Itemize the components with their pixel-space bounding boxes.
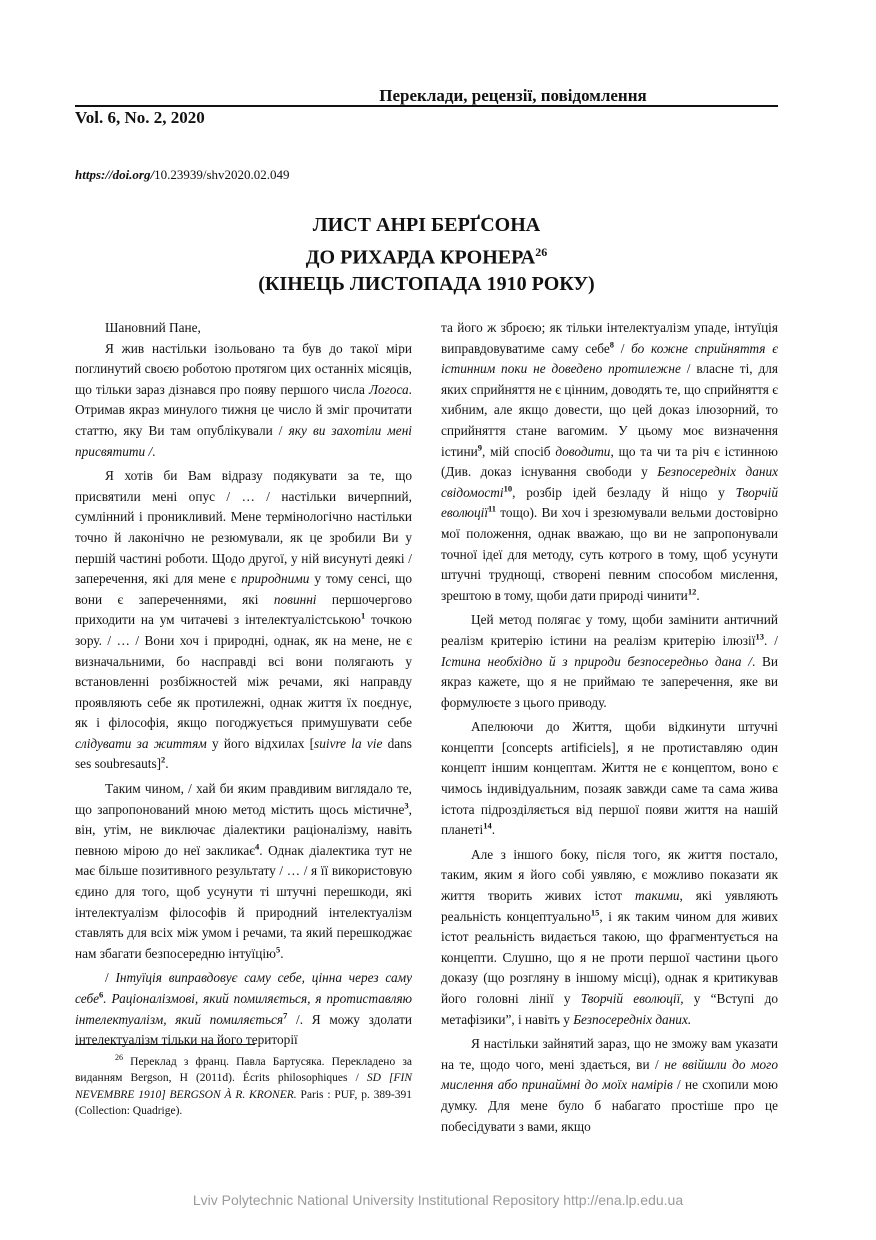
doi-link[interactable]	[75, 167, 290, 183]
article-title	[75, 212, 778, 297]
left-column	[75, 318, 412, 1051]
title-line-2: ДО РИХАРДА КРОНЕРА$^{26}$	[305, 244, 548, 269]
title-footnote-ref[interactable]: 26	[535, 244, 548, 259]
paragraph: Я хотів би Вам відразу подякувати за те, що присвятили мені опус / … / настільки вичерпний, сумлінний і проникливий. Мене термінологічно настільки точно й лаконічно не резюмували, як це зробили Ви у першій частині роботи. Щодо другої, у ній висунуті деякі / заперечення, які для мене є природними у тому сенсі, що вони є запереченнями, які повинні першочергово приходити на ум читачеві з інтелектуалістською$^1$ точкою зору. / … / Вони хоч і природні, однак, як на мене, не є визначальними, бо насправді всі вони полягають у встановленні розбіжностей між речами, які направду проявляють себе як протилежні, однак життя їх поєднує, як і філософія, якщо погоджується примушувати себе слідувати за життям у його відхилах [suivre la vie dans ses soubresauts]$^2$.	[75, 468, 412, 772]
footnote-ref[interactable]: 9	[477, 442, 483, 453]
footnote-ref[interactable]: 13	[755, 631, 764, 642]
footnote-ref[interactable]: 3	[404, 800, 409, 811]
footnote-ref[interactable]: 12	[687, 586, 697, 597]
doi-code: 10.23939/shv2020.02.049	[154, 167, 290, 182]
footnote-number: 26	[115, 1053, 123, 1062]
doi-prefix: https://doi.org/	[75, 167, 155, 182]
footnote-ref[interactable]: 7	[283, 1010, 288, 1021]
paragraph: Але з іншого боку, після того, як життя постало, таким, яким я його собі уявляю, є можливо показати як життя творить живих істот такими, які уявляють реальність концептуально$^{15}$, і як таким чином для живих істот реальність видається такою, що фрагментується на концепти. Слушно, що я не проти першої частини цього доказу (що розгляну в іншому місці), однак я критикував його головні лінії у Творчій еволюції, у “Вступі до метафізики”, і навіть у Безпосередніх даних.	[441, 846, 778, 1027]
header-divider	[75, 105, 778, 107]
paragraph: Таким чином, / хай би яким правдивим виглядало те, що запропонований мною метод містить щось містичне$^3$, він, утім, не виключає діалектики раціоналізму, навіть певною мірою до неї закликає$^4$. Однак діалектика тут не має більше позитивного результату / … / я її використовую єдино для того, щоб усунути ті штучні перешкоди, які інтелектуалізм філософів й природний інтелектуалізм ставлять для всіх між умом і речами, та який перешкоджає нам збагати безпосередню інтуїцію$^5$.	[75, 781, 412, 961]
footnote-ref[interactable]: 6	[99, 989, 104, 1000]
section-title: Переклади, рецензії, повідомлення	[379, 86, 647, 105]
paragraph: Я настільки зайнятий зараз, що не зможу вам указати на те, щодо чого, мені здається, ви / не ввійшли до мого мислення або принаймні до моїх намірів / не схопили мою думку. Для мене було б набагато простіше про це побесідувати з вами, якщо	[441, 1036, 778, 1134]
title-line-1: ЛИСТ АНРІ БЕРҐСОНА	[312, 214, 541, 236]
paragraph: Апелюючи до Життя, щоби відкинути штучні концепти [concepts artificiels], я не протиставляю один концепт іншим концептам. Життя не є концептом, воно є чимось індивідуальним, позаяк завжди саме та сама жива істота підрозділяється від першої появи життя на нашій планеті$^{14}$.	[441, 719, 778, 838]
volume-info: Vol. 6, No. 2, 2020	[75, 108, 205, 127]
footnote-ref[interactable]: 2	[161, 755, 166, 766]
footnote-ref[interactable]: 11	[488, 503, 497, 514]
footnote-ref[interactable]: 1	[360, 610, 366, 621]
footnote-ref[interactable]: 5	[275, 944, 281, 955]
footnote-divider	[75, 1044, 255, 1045]
paragraph: та його ж зброєю; як тільки інтелектуалізм упаде, інтуїція виправдовуватиме саму себе$^8$ / бо кожне сприйняття є істинним поки не доведено протилежне / власне ті, для яких сприйняття не є цінним, доводять те, що сприйняття є хибним, але якщо довести, що цей доказ ілюзорний, то сприйняття стане вагомим. У цьому моє визначення істини$^9$, мій спосіб доводити, що та чи та річ є істинною (Див. доказ існування свободи у Безпосередніх даних свідомості$^{10}$, розбір ідей безладу й ніщо у Творчій еволюції$^{11}$ тощо). Ви хоч і зрезюмували вельми достовірно мої положення, однак вважаю, що ви не запропонували точної ідеї для методу, суть котрого в тому, щоб усунути штучні труднощі, створені певним способом мислення, зрештою в тому, щоби дати природі чинити$^{12}$.	[441, 320, 779, 603]
paragraph: / Інтуїція виправдовує саму себе, цінна через саму себе$^6$. Раціоналізмові, який помиляється, я протиставляю інтелектуалізм, який помиляється$^7$ /. Я можу здолати інтелектуалізм тільки на його території	[75, 970, 412, 1048]
salutation: Шановний Пане,	[105, 320, 201, 335]
footnote-ref[interactable]: 8	[609, 339, 614, 350]
paragraph: Цей метод полягає у тому, щоби замінити античний реалізм критерію істини на реалізм критерію ілюзії$^{13}$. / Істина необхідно й з природи безпосередньо дана /. Ви якраз кажете, що я не приймаю те заперечення, яке ви формулюєте з цього приводу.	[441, 612, 778, 710]
footnote-ref[interactable]: 4	[254, 841, 260, 852]
footnote-ref[interactable]: 14	[483, 820, 492, 831]
right-column	[441, 318, 778, 1137]
title-line-3: (КІНЕЦЬ ЛИСТОПАДА 1910 РОКУ)	[258, 272, 595, 295]
paragraph: Я жив настільки ізольовано та був до такої міри поглинутий своєю роботою протягом цих останніх місяців, що тільки зараз дізнався про появу першого числа Логоса. Отримав якраз минулого тижня це число й зміг прочитати статтю, яку Ви там опублікували / яку ви захотіли мені присвятити /.	[75, 340, 412, 459]
repository-footer[interactable]: Lviv Polytechnic National University Institutional Repository http://ena.lp.edu.ua	[192, 1192, 684, 1208]
footnote-ref[interactable]: 15	[590, 907, 600, 918]
footnote: $^{26}$ Переклад з франц. Павла Бартусяка. Перекладено за виданням Bergson, H (2011d). Écrits philosophiques / SD [FIN NEVEMBRE 1910] BERGSON À R. KRONER. Paris : PUF, p. 389-391 (Collection: Quadrige).	[75, 1053, 413, 1118]
footnote-ref[interactable]: 10	[503, 483, 513, 494]
